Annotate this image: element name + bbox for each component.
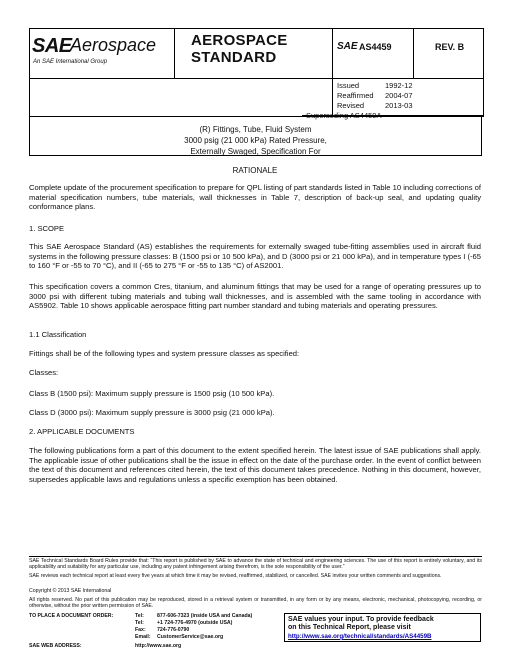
title-line-2: STANDARD bbox=[191, 49, 277, 66]
scope-heading: 1. SCOPE bbox=[29, 224, 65, 233]
classes-label: Classes: bbox=[29, 368, 59, 377]
footer-rights: All rights reserved. No part of this publication may be reproduced, stored in a retrieval system or transmitted, in any form or by any means, electronic, mechanical, photocopying, recording, or otherwise, without the prior written permission of SAE. bbox=[29, 597, 482, 610]
document-number: AS4459 bbox=[359, 42, 392, 52]
superseding-text: Superseding AS4459A bbox=[306, 111, 382, 120]
revised-label: Revised bbox=[337, 101, 365, 110]
class-b-line: Class B (1500 psi): Maximum supply pressure is 1500 psig (10 500 kPa). bbox=[29, 389, 275, 398]
email-link[interactable]: CustomerService@sae.org bbox=[157, 634, 224, 640]
issued-label: Issued bbox=[337, 81, 360, 90]
subject-line-1: (R) Fittings, Tube, Fluid System bbox=[199, 125, 312, 134]
sae-aerospace-logo bbox=[30, 29, 175, 78]
tel2-label: Tel: bbox=[135, 620, 144, 626]
footer-copyright: Copyright © 2013 SAE International bbox=[29, 588, 112, 594]
rationale-text: Complete update of the procurement specification to prepare for QPL listing of part standards listed in Table 10 including corrections of material specification numbers, tube materials, wall thicknesses in Table 7, description of back-up seal, and updating quality conformance plans. bbox=[29, 183, 481, 212]
revision-cell bbox=[414, 29, 483, 78]
issued-value: 1992-12 bbox=[385, 81, 413, 90]
revised-value: 2013-03 bbox=[385, 101, 413, 110]
feedback-line-1: SAE values your input. To provide feedback bbox=[288, 616, 434, 623]
header-empty-cell bbox=[30, 79, 333, 116]
applicable-documents-heading: 2. APPLICABLE DOCUMENTS bbox=[29, 427, 135, 436]
doc-sae-mark: SAE bbox=[337, 41, 358, 52]
logo-sae-text: SAE bbox=[32, 35, 72, 57]
title-line-1: AEROSPACE bbox=[191, 32, 288, 49]
email-label: Email: bbox=[135, 634, 151, 640]
reaffirmed-label: Reaffirmed bbox=[337, 91, 374, 100]
scope-paragraph-2: This specification covers a common Cres, titanium, and aluminum fittings that may be used for a range of operating pressures up to 3000 psi with different tubing materials and tubing wall thicknesses, and is assembled with the same tooling in accordance with AS5902. Table 10 shows applicable aerospace fitting part number standard and tubing materials and operating pressures. bbox=[29, 282, 481, 311]
classification-paragraph: Fittings shall be of the following types and system pressure classes as specified: bbox=[29, 349, 300, 358]
fax-label: Fax: bbox=[135, 627, 146, 633]
web-address-link[interactable]: http://www.sae.org bbox=[135, 643, 182, 649]
subject-line-2: 3000 psig (21 000 kPa) Rated Pressure, bbox=[184, 136, 327, 145]
logo-subtitle: An SAE International Group bbox=[33, 59, 108, 65]
footer-policy: SAE Technical Standards Board Rules provide that: “This report is published by SAE to advance the state of technical and engineering sciences. The use of this report is entirely voluntary, and its applicability and suitability for any particular use, including any patent infringement arising therefrom, is the sole responsibility of the user.” bbox=[29, 558, 482, 571]
tel-label: Tel: bbox=[135, 613, 144, 619]
document-subject bbox=[29, 116, 482, 156]
footer-review: SAE reviews each technical report at least every five years at which time it may be revised, reaffirmed, stabilized, or cancelled. SAE invites your written comments and suggestions. bbox=[29, 573, 442, 579]
footer-rule bbox=[29, 556, 482, 557]
reaffirmed-value: 2004-07 bbox=[385, 91, 413, 100]
logo-aerospace-text: Aerospace bbox=[70, 35, 157, 55]
rationale-heading: RATIONALE bbox=[232, 166, 278, 175]
document-number-cell bbox=[333, 29, 414, 78]
classification-heading: 1.1 Classification bbox=[29, 330, 87, 339]
revision-label: REV. B bbox=[435, 42, 465, 52]
feedback-link[interactable]: http://www.sae.org/technical/standards/AS4459B bbox=[288, 632, 432, 640]
scope-paragraph-1: This SAE Aerospace Standard (AS) establishes the requirements for externally swaged tube-fitting assemblies used in aircraft fluid systems in the following pressure classes: B (1500 psi or 10 500 kPa), and D (3000 psi or 21 000 kPa), and in temperature types I (-65 to 160 °F or -55 to 70 °C), and II (-65 to 275 °F or -55 to 135 °C) of AS2001. bbox=[29, 242, 481, 271]
document-type-title bbox=[175, 29, 333, 78]
web-address-label: SAE WEB ADDRESS: bbox=[29, 643, 82, 649]
header-block bbox=[29, 28, 484, 117]
tel-value: 877-606-7323 (inside USA and Canada) bbox=[157, 613, 253, 619]
subject-line-3: Externally Swaged, Specification For bbox=[190, 147, 321, 156]
applicable-documents-paragraph: The following publications form a part of this document to the extent specified herein. The latest issue of SAE publications shall apply. The applicable issue of other publications shall be the issue in effect on the date of the purchase order. In the event of conflict between the text of this document and references cited herein, the text of this document takes precedence. Nothing in this document, however, supersedes applicable laws and regulations unless a specific exemption has been obtained. bbox=[29, 446, 481, 484]
tel2-value: +1 724-776-4970 (outside USA) bbox=[157, 620, 233, 626]
class-d-line: Class D (3000 psi): Maximum supply pressure is 3000 psig (21 000 kPa). bbox=[29, 408, 275, 417]
feedback-line-2: on this Technical Report, please visit bbox=[288, 624, 411, 632]
order-label: TO PLACE A DOCUMENT ORDER: bbox=[29, 613, 114, 619]
feedback-box bbox=[284, 613, 481, 642]
fax-value: 724-776-0790 bbox=[157, 627, 190, 633]
